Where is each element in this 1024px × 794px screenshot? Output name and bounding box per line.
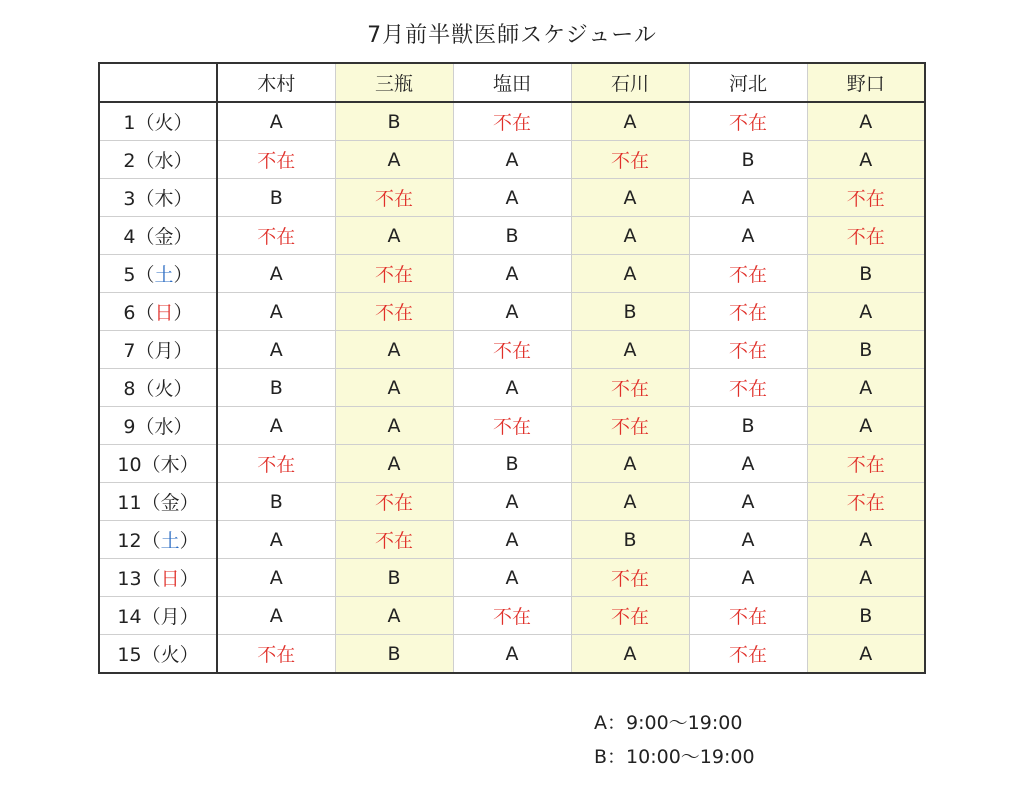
legend-item-b: B：10:00〜19:00	[594, 746, 755, 768]
paren-open: （	[135, 264, 155, 286]
day-cell	[99, 407, 217, 445]
schedule-cell: A	[689, 217, 807, 255]
schedule-cell: A	[217, 597, 335, 635]
schedule-cell: A	[571, 217, 689, 255]
schedule-cell: A	[217, 255, 335, 293]
weekday-label: 水	[154, 416, 174, 438]
schedule-cell: B	[571, 293, 689, 331]
paren-open: （	[135, 340, 155, 362]
schedule-body	[99, 102, 925, 673]
schedule-cell: A	[807, 293, 925, 331]
header-row	[99, 63, 925, 102]
schedule-cell: 不在	[335, 255, 453, 293]
schedule-cell: 不在	[571, 597, 689, 635]
paren-close: ）	[179, 568, 199, 590]
doctor-header: 河北	[689, 63, 807, 102]
schedule-cell: A	[689, 179, 807, 217]
schedule-cell: 不在	[571, 369, 689, 407]
schedule-cell: A	[453, 293, 571, 331]
schedule-cell: 不在	[217, 141, 335, 179]
schedule-cell: A	[217, 559, 335, 597]
paren-open: （	[135, 188, 155, 210]
schedule-cell: A	[217, 293, 335, 331]
table-row	[99, 407, 925, 445]
day-cell	[99, 217, 217, 255]
weekday-label: 日	[154, 302, 174, 324]
schedule-cell: 不在	[453, 331, 571, 369]
schedule-cell: 不在	[689, 293, 807, 331]
doctor-header: 塩田	[453, 63, 571, 102]
paren-close: ）	[179, 644, 199, 666]
schedule-cell: A	[453, 483, 571, 521]
schedule-cell: A	[453, 559, 571, 597]
schedule-cell: 不在	[335, 179, 453, 217]
table-row	[99, 369, 925, 407]
schedule-cell: A	[217, 407, 335, 445]
page-title: 7月前半獣医師スケジュール	[367, 23, 657, 48]
day-number: 13	[117, 568, 142, 590]
day-cell	[99, 521, 217, 559]
day-cell	[99, 483, 217, 521]
schedule-cell: A	[807, 369, 925, 407]
day-number: 3	[123, 188, 136, 210]
day-number: 12	[117, 530, 142, 552]
schedule-cell: A	[807, 521, 925, 559]
weekday-label: 土	[160, 530, 180, 552]
schedule-cell: B	[335, 559, 453, 597]
schedule-cell: 不在	[689, 255, 807, 293]
legend-item-a: A：9:00〜19:00	[594, 712, 743, 734]
schedule-cell: B	[453, 445, 571, 483]
day-number: 5	[123, 264, 136, 286]
paren-close: ）	[173, 264, 193, 286]
paren-open: （	[135, 226, 155, 248]
schedule-cell: 不在	[689, 102, 807, 141]
table-row	[99, 483, 925, 521]
schedule-cell: A	[453, 635, 571, 674]
schedule-cell: 不在	[335, 293, 453, 331]
day-cell	[99, 369, 217, 407]
schedule-cell: B	[689, 407, 807, 445]
day-cell	[99, 141, 217, 179]
paren-close: ）	[173, 378, 193, 400]
paren-open: （	[141, 454, 161, 476]
schedule-cell: B	[217, 483, 335, 521]
schedule-cell: 不在	[807, 179, 925, 217]
weekday-label: 金	[160, 492, 180, 514]
paren-close: ）	[179, 454, 199, 476]
table-row	[99, 179, 925, 217]
schedule-cell: 不在	[217, 445, 335, 483]
paren-open: （	[135, 302, 155, 324]
weekday-label: 火	[160, 644, 180, 666]
doctor-header: 野口	[807, 63, 925, 102]
day-cell	[99, 293, 217, 331]
day-number: 14	[117, 606, 142, 628]
day-number: 8	[123, 378, 136, 400]
table-row	[99, 102, 925, 141]
schedule-cell: 不在	[453, 597, 571, 635]
schedule-cell: 不在	[453, 102, 571, 141]
schedule-cell: A	[453, 521, 571, 559]
schedule-cell: A	[571, 102, 689, 141]
schedule-cell: 不在	[689, 635, 807, 674]
paren-open: （	[135, 378, 155, 400]
schedule-cell: 不在	[217, 217, 335, 255]
weekday-label: 火	[154, 378, 174, 400]
schedule-cell: A	[335, 369, 453, 407]
schedule-cell: A	[335, 331, 453, 369]
day-number: 2	[123, 150, 136, 172]
schedule-cell: 不在	[571, 141, 689, 179]
paren-close: ）	[173, 416, 193, 438]
table-row	[99, 293, 925, 331]
schedule-cell: B	[571, 521, 689, 559]
schedule-cell: A	[571, 331, 689, 369]
schedule-cell: A	[689, 483, 807, 521]
day-cell	[99, 255, 217, 293]
paren-open: （	[141, 644, 161, 666]
schedule-cell: B	[335, 102, 453, 141]
schedule-cell: A	[689, 559, 807, 597]
table-row	[99, 521, 925, 559]
schedule-cell: A	[335, 407, 453, 445]
table-row	[99, 597, 925, 635]
paren-open: （	[141, 530, 161, 552]
paren-close: ）	[179, 606, 199, 628]
paren-open: （	[141, 492, 161, 514]
schedule-table	[98, 62, 926, 674]
table-row	[99, 255, 925, 293]
schedule-cell: B	[453, 217, 571, 255]
schedule-cell: B	[335, 635, 453, 674]
weekday-label: 金	[154, 226, 174, 248]
doctor-header: 石川	[571, 63, 689, 102]
table-row	[99, 445, 925, 483]
schedule-cell: A	[453, 141, 571, 179]
schedule-cell: A	[807, 407, 925, 445]
doctor-header: 木村	[217, 63, 335, 102]
schedule-cell: A	[335, 217, 453, 255]
day-cell	[99, 597, 217, 635]
day-number: 9	[123, 416, 136, 438]
schedule-cell: A	[807, 635, 925, 674]
schedule-cell: 不在	[335, 521, 453, 559]
schedule-cell: B	[689, 141, 807, 179]
weekday-label: 木	[154, 188, 174, 210]
schedule-cell: A	[217, 331, 335, 369]
paren-close: ）	[179, 492, 199, 514]
schedule-cell: A	[571, 179, 689, 217]
table-row	[99, 141, 925, 179]
day-number: 6	[123, 302, 136, 324]
schedule-cell: 不在	[689, 369, 807, 407]
table-row	[99, 635, 925, 674]
paren-close: ）	[179, 530, 199, 552]
header-corner-cell	[99, 63, 217, 102]
day-number: 10	[117, 454, 142, 476]
weekday-label: 月	[160, 606, 180, 628]
schedule-cell: A	[335, 445, 453, 483]
schedule-cell: B	[807, 255, 925, 293]
weekday-label: 日	[160, 568, 180, 590]
weekday-label: 木	[160, 454, 180, 476]
day-cell	[99, 445, 217, 483]
schedule-cell: A	[807, 141, 925, 179]
day-cell	[99, 179, 217, 217]
schedule-cell: 不在	[217, 635, 335, 674]
paren-open: （	[141, 606, 161, 628]
schedule-cell: A	[453, 255, 571, 293]
paren-open: （	[135, 112, 155, 134]
weekday-label: 水	[154, 150, 174, 172]
paren-open: （	[141, 568, 161, 590]
schedule-cell: 不在	[571, 559, 689, 597]
table-row	[99, 559, 925, 597]
paren-close: ）	[173, 188, 193, 210]
schedule-cell: A	[217, 102, 335, 141]
weekday-label: 月	[154, 340, 174, 362]
doctor-header: 三瓶	[335, 63, 453, 102]
schedule-cell: 不在	[571, 407, 689, 445]
schedule-cell: A	[571, 635, 689, 674]
schedule-cell: 不在	[453, 407, 571, 445]
table-row	[99, 331, 925, 369]
schedule-cell: A	[689, 521, 807, 559]
shift-legend	[594, 706, 755, 774]
day-number: 4	[123, 226, 136, 248]
day-cell	[99, 331, 217, 369]
schedule-cell: A	[335, 597, 453, 635]
day-number: 1	[123, 112, 136, 134]
paren-close: ）	[173, 150, 193, 172]
schedule-cell: A	[335, 141, 453, 179]
schedule-cell: A	[217, 521, 335, 559]
day-cell	[99, 635, 217, 674]
schedule-cell: 不在	[807, 217, 925, 255]
paren-close: ）	[173, 302, 193, 324]
paren-close: ）	[173, 112, 193, 134]
weekday-label: 火	[154, 112, 174, 134]
schedule-cell: A	[571, 483, 689, 521]
day-number: 11	[117, 492, 142, 514]
paren-open: （	[135, 150, 155, 172]
schedule-cell: A	[571, 255, 689, 293]
day-cell	[99, 102, 217, 141]
schedule-cell: A	[571, 445, 689, 483]
schedule-cell: 不在	[807, 483, 925, 521]
schedule-cell: A	[453, 179, 571, 217]
schedule-cell: B	[217, 179, 335, 217]
schedule-cell: 不在	[335, 483, 453, 521]
day-cell	[99, 559, 217, 597]
table-row	[99, 217, 925, 255]
schedule-cell: A	[807, 102, 925, 141]
schedule-cell: B	[807, 597, 925, 635]
paren-open: （	[135, 416, 155, 438]
schedule-cell: A	[453, 369, 571, 407]
day-number: 15	[117, 644, 142, 666]
day-number: 7	[123, 340, 136, 362]
schedule-cell: A	[689, 445, 807, 483]
schedule-cell: 不在	[689, 597, 807, 635]
schedule-cell: A	[807, 559, 925, 597]
paren-close: ）	[173, 226, 193, 248]
schedule-cell: B	[807, 331, 925, 369]
schedule-cell: 不在	[689, 331, 807, 369]
schedule-cell: B	[217, 369, 335, 407]
weekday-label: 土	[154, 264, 174, 286]
schedule-cell: 不在	[807, 445, 925, 483]
paren-close: ）	[173, 340, 193, 362]
